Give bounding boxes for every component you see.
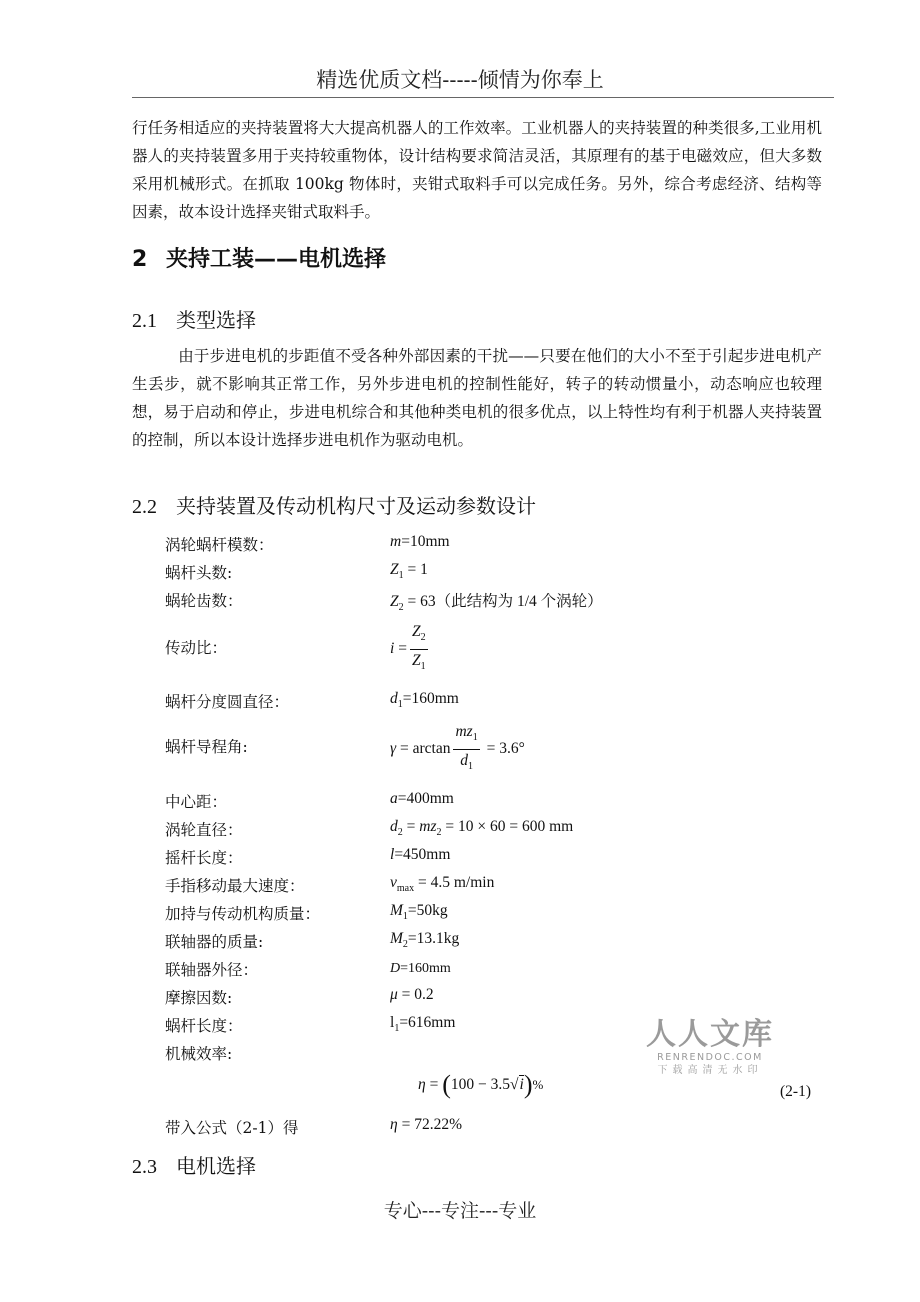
fraction: $\frac{mz_1}{d_1}$ bbox=[455, 723, 478, 772]
param-value: $Z_1 = 1$ bbox=[390, 561, 428, 581]
header-rule bbox=[132, 97, 834, 98]
param-label: 蜗杆头数: bbox=[165, 564, 233, 582]
param-label: 加持与传动机构质量： bbox=[165, 905, 321, 923]
param-label: 联轴器的质量: bbox=[165, 933, 264, 951]
equation-number: (2-1) bbox=[780, 1083, 811, 1100]
section-title: 夹持工装——电机选择 bbox=[166, 247, 387, 272]
param-value: $M_1=50kg$ bbox=[390, 902, 448, 922]
param-value: m=10mm bbox=[390, 533, 450, 550]
section-number: 2.1 bbox=[132, 310, 157, 332]
section-number: 2.2 bbox=[132, 496, 157, 518]
result-value: η = 72.22% bbox=[390, 1116, 462, 1133]
param-value: $Z_2 = 63$（此结构为 1/4 个涡轮） bbox=[390, 593, 603, 613]
param-value: $d_2 = mz_2 = 10 \times 60 = 600$ mm bbox=[390, 818, 574, 838]
fraction: $\frac{Z_2}{Z_1}$ bbox=[411, 623, 426, 672]
param-label: 蜗轮齿数： bbox=[165, 592, 243, 610]
param-label: 摇杆长度： bbox=[165, 849, 243, 867]
param-label: 联轴器外径： bbox=[165, 961, 259, 979]
paragraph-text: 由于步进电机的步距值不受各种外部因素的干扰——只要在他们的大小不至于引起步进电机产生丢步，就不影响其正常工作，另外步进电机的控制性能好，转子的转动惯量小，动态响应也较理想，易于启动和停止，步进电机综合和其他种类电机的很多优点，以上特性均有利于机器人夹持装置的控制，所以本设计选择步进电机作为驱动电机。 bbox=[132, 347, 822, 449]
param-value: $v_{max} = 4.5$ m/min bbox=[390, 874, 495, 894]
section-number: 2 bbox=[132, 247, 148, 272]
section-title: 电机选择 bbox=[176, 1154, 256, 1178]
section-2-3-heading bbox=[132, 1150, 256, 1179]
section-title: 夹持装置及传动机构尺寸及运动参数设计 bbox=[176, 494, 536, 518]
param-label: 机械效率: bbox=[165, 1045, 233, 1063]
section-title: 类型选择 bbox=[176, 308, 256, 332]
param-value: $M_2=13.1kg$ bbox=[390, 930, 460, 950]
param-value: μ = 0.2 bbox=[390, 986, 434, 1003]
param-value: $l_1=616mm$ bbox=[390, 1014, 456, 1034]
intro-paragraph: 行任务相适应的夹持装置将大大提高机器人的工作效率。工业机器人的夹持装置的种类很多,工业用机器人的夹持装置多用于夹持较重物体，设计结构要求简洁灵活，其原理有的基于电磁效应，但大多数采用机械形式。在抓取 100kg 物体时，夹钳式取料手可以完成任务。另外，综合考虑经济、结构等因素，故本设计选择夹钳式取料手。 bbox=[132, 119, 822, 221]
param-label: 摩擦因数: bbox=[165, 989, 233, 1007]
param-label: 中心距： bbox=[165, 793, 228, 811]
param-label: 涡轮直径： bbox=[165, 821, 243, 839]
efficiency-formula: η = (100 − 3.5√i)% bbox=[418, 1070, 544, 1099]
param-value: D=160mm bbox=[390, 961, 451, 976]
section-number: 2.3 bbox=[132, 1156, 157, 1178]
page-header: 精选优质文档-----倾情为你奉上 bbox=[316, 68, 604, 92]
section-2-1-paragraph bbox=[132, 342, 822, 454]
section-2-heading bbox=[132, 242, 386, 273]
param-value: i = $\frac{Z_2}{Z_1}$ bbox=[390, 622, 431, 677]
param-value: l=450mm bbox=[390, 846, 451, 863]
param-label: 涡轮蜗杆模数： bbox=[165, 536, 274, 554]
param-label: 蜗杆导程角: bbox=[165, 738, 248, 756]
param-value: γ = arctan $\frac{mz_1}{d_1}$ = 3.6° bbox=[390, 722, 525, 777]
param-value: $d_1=160mm$ bbox=[390, 690, 459, 710]
section-2-2-heading bbox=[132, 490, 536, 519]
section-2-1-heading bbox=[132, 304, 256, 333]
result-label: 带入公式（2-1）得 bbox=[165, 1119, 299, 1137]
watermark-logo: 人人文库 RENRENDOC.COM 下载高清无水印 bbox=[646, 1017, 774, 1076]
param-label: 手指移动最大速度： bbox=[165, 877, 305, 895]
param-label: 蜗杆长度： bbox=[165, 1017, 243, 1035]
param-label: 蜗杆分度圆直径： bbox=[165, 693, 290, 711]
param-value: a=400mm bbox=[390, 790, 454, 807]
page-footer: 专心---专注---专业 bbox=[383, 1200, 537, 1222]
param-label: 传动比： bbox=[165, 639, 228, 657]
